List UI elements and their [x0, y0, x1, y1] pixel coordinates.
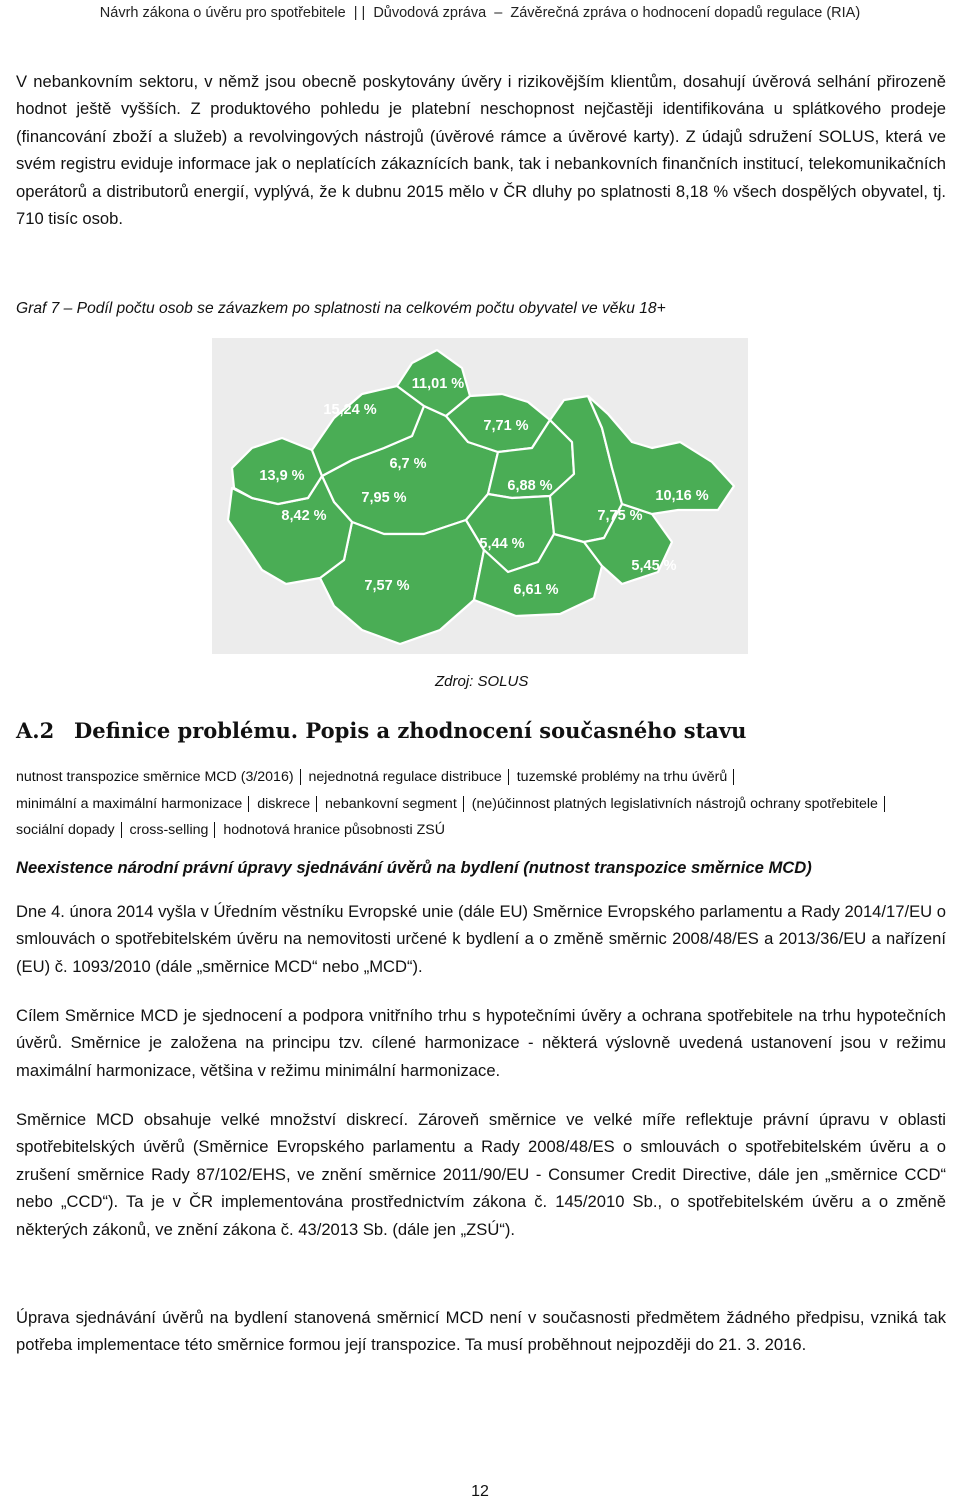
- keyword-tag: nebankovní segment: [325, 796, 464, 812]
- keyword-tag: minimální a maximální harmonizace: [16, 796, 249, 812]
- keyword-tag: (ne)účinnost platných legislativních nástrojů ochrany spotřebitele: [472, 796, 885, 812]
- keyword-tag: sociální dopady: [16, 822, 122, 838]
- map-svg: [212, 338, 748, 654]
- subheading: Neexistence národní právní úpravy sjednávání úvěrů na bydlení (nutnost transpozice směrnice MCD): [16, 858, 812, 877]
- running-header: [0, 0, 960, 28]
- region-value-label: 7,95 %: [361, 490, 407, 506]
- region-value-label: 6,7 %: [389, 456, 427, 472]
- region-value-label: 5,45 %: [631, 558, 677, 574]
- paragraph: Dne 4. února 2014 vyšla v Úředním věstníku Evropské unie (dále EU) Směrnice Evropského parlamentu a Rady 2014/17/EU o smlouvách o spotřebitelském úvěru na nemovitosti určené k bydlení a o změně směrnic 2008/48/ES a 2013/36/EU a nařízení (EU) č. 1093/2010 (dále „směrnice MCD“ nebo „MCD“).: [16, 902, 946, 976]
- keyword-tags: [16, 764, 950, 844]
- figure-caption: Graf 7 – Podíl počtu osob se závazkem po splatnosti na celkovém počtu obyvatel ve věku 18+: [16, 300, 666, 317]
- keyword-tag: hodnotová hranice působnosti ZSÚ: [223, 822, 445, 839]
- keyword-tag: nutnost transpozice směrnice MCD (3/2016): [16, 769, 301, 785]
- region-value-label: 6,88 %: [507, 478, 553, 494]
- paragraph: Cílem Směrnice MCD je sjednocení a podpora vnitřního trhu s hypotečními úvěry a ochrana spotřebitele na trhu hypotečních úvěrů. Směrnice je založena na principu tzv. cílené harmonizace - některá výslovně uvedená ustanovení jsou v režimu maximální harmonizace, většina v režimu minimální harmonizace.: [16, 1006, 946, 1080]
- czech-regions-map: [212, 338, 748, 654]
- region-value-label: 7,57 %: [364, 578, 410, 594]
- region-value-label: 7,71 %: [483, 418, 529, 434]
- region-value-label: 6,61 %: [513, 582, 559, 598]
- region-value-label: 8,42 %: [281, 508, 327, 524]
- section-title: Definice problému. Popis a zhodnocení současného stavu: [74, 718, 747, 743]
- region-value-label: 15,24 %: [323, 402, 377, 418]
- keyword-tag: tuzemské problémy na trhu úvěrů: [517, 769, 735, 785]
- header-document-title: Návrh zákona o úvěru pro spotřebitele: [99, 5, 346, 21]
- paragraph: Směrnice MCD obsahuje velké množství diskrecí. Zároveň směrnice ve velké míře reflektuje právní úpravu v oblasti spotřebitelských úvěrů (Směrnice Evropského parlamentu a Rady 2008/48/ES o smlouvách o spotřebitelském úvěru a o zrušení směrnice Rady 87/102/EHS, ve znění směrnice 2011/90/EU - Consumer Credit Directive, dále jen „směrnice CCD“ nebo „CCD“). Ta je v ČR implementována prostřednictvím zákona č. 145/2010 Sb., o spotřebitelském úvěru a o změně některých zákonů, ve znění zákona č. 43/2013 Sb. (dále jen „ZSÚ“).: [16, 1110, 946, 1239]
- section-number: A.2: [16, 718, 55, 743]
- region-value-label: 7,75 %: [597, 508, 643, 524]
- section-heading: [16, 716, 946, 746]
- region-value-label: 10,16 %: [655, 488, 709, 504]
- region-value-label: 5,44 %: [479, 536, 525, 552]
- header-separator: | |: [349, 5, 370, 21]
- header-report-type: Důvodová zpráva: [373, 5, 487, 21]
- page-number: 12: [471, 1483, 489, 1500]
- keyword-tag: cross-selling: [130, 822, 216, 838]
- region-value-label: 11,01 %: [411, 376, 465, 392]
- figure-source: Zdroj: SOLUS: [435, 673, 529, 690]
- keyword-tag: nejednotná regulace distribuce: [309, 769, 509, 785]
- paragraph: Úprava sjednávání úvěrů na bydlení stanovená směrnicí MCD není v současnosti předmětem žádného předpisu, vzniká tak potřeba implementace této směrnice formou její transpozice. Ta musí proběhnout nejpozději do 21. 3. 2016.: [16, 1308, 946, 1355]
- region-value-label: 13,9 %: [259, 468, 305, 484]
- header-report-title: Závěrečná zpráva o hodnocení dopadů regulace (RIA): [510, 5, 861, 21]
- intro-paragraph: V nebankovním sektoru, v němž jsou obecně poskytovány úvěry i rizikovějším klientům, dosahují úvěrová selhání přirozeně hodnot ještě vyšších. Z produktového pohledu je platební neschopnost nejčastěji identifikována u splátkového prodeje (financování zboží a služeb) a revolvingových nástrojů (úvěrové rámce a úvěrové karty). Z údajů sdružení SOLUS, která ve svém registru eviduje informace jak o neplatících zákaznících bank, tak i nebankovních finančních institucí, telekomunikačních operátorů a distributorů energií, vyplývá, že k dubnu 2015 mělo v ČR dluhy po splatnosti 8,18 % všech dospělých obyvatel, tj. 710 tisíc osob.: [16, 72, 946, 229]
- header-dash: –: [490, 5, 507, 21]
- keyword-tag: diskrece: [257, 796, 317, 812]
